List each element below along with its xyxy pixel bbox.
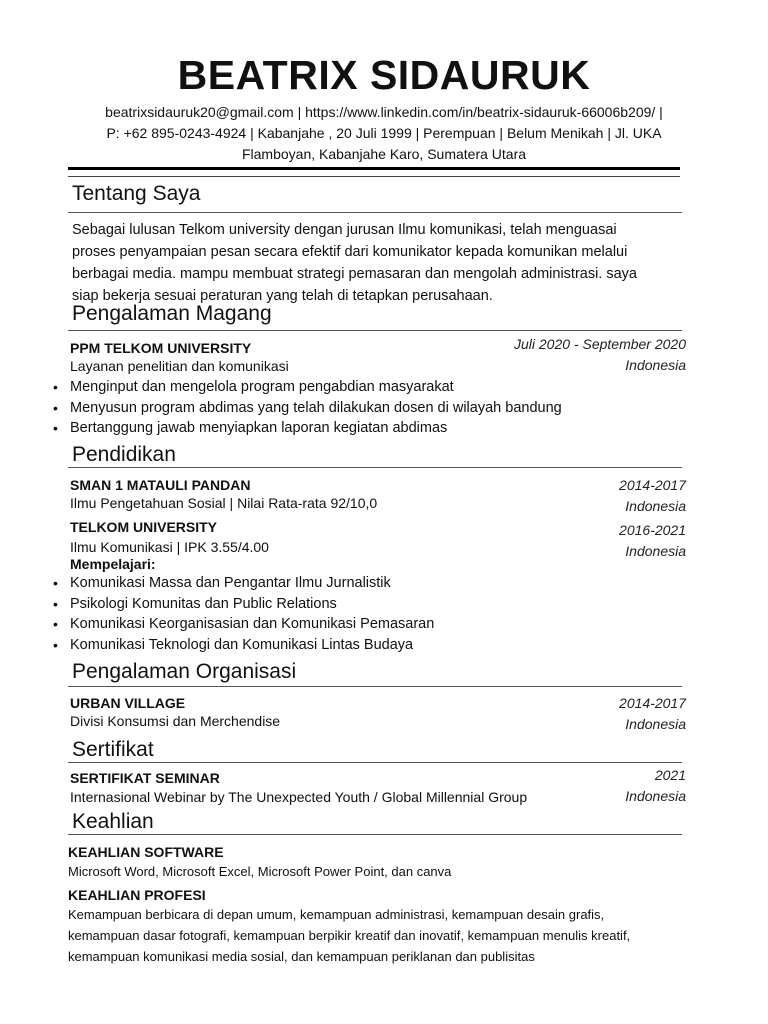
internship-location: Indonesia bbox=[625, 357, 686, 373]
section-divider bbox=[68, 762, 682, 763]
studied-bullets bbox=[50, 573, 434, 655]
software-skills-label: KEAHLIAN SOFTWARE bbox=[68, 844, 224, 860]
education-location-2: Indonesia bbox=[625, 543, 686, 559]
list-item: • Psikologi Komunitas dan Public Relations bbox=[50, 594, 434, 615]
section-title-organization: Pengalaman Organisasi bbox=[72, 660, 297, 683]
studied-label: Mempelajari: bbox=[70, 556, 156, 572]
about-line: siap bekerja sesuai peraturan yang telah di tetapkan perusahaan. bbox=[72, 288, 493, 304]
contact-info bbox=[70, 102, 698, 165]
about-paragraph bbox=[72, 219, 684, 307]
header-divider-thick bbox=[68, 167, 680, 170]
section-title-skills: Keahlian bbox=[72, 810, 154, 833]
list-item: • Menyusun program abdimas yang telah dilakukan dosen di wilayah bandung bbox=[50, 398, 562, 419]
section-title-education: Pendidikan bbox=[72, 443, 176, 466]
list-item: • Komunikasi Teknologi dan Komunikasi Lintas Budaya bbox=[50, 635, 434, 656]
section-divider bbox=[68, 212, 682, 213]
internship-role: Layanan penelitian dan komunikasi bbox=[70, 358, 289, 374]
section-divider bbox=[68, 686, 682, 687]
contact-line: P: +62 895-0243-4924 | Kabanjahe , 20 Juli 1999 | Perempuan | Belum Menikah | Jl. UKA bbox=[106, 125, 662, 141]
about-line: berbagai media. mampu membuat strategi pemasaran dan mengolah administrasi. saya bbox=[72, 266, 637, 282]
software-skills: Microsoft Word, Microsoft Excel, Microsoft Power Point, dan canva bbox=[68, 864, 452, 879]
organization-role: Divisi Konsumsi dan Merchendise bbox=[70, 713, 281, 729]
section-divider bbox=[68, 834, 682, 835]
internship-date: Juli 2020 - September 2020 bbox=[514, 336, 686, 352]
candidate-name: BEATRIX SIDAURUK bbox=[177, 52, 591, 98]
education-school-2: TELKOM UNIVERSITY bbox=[70, 519, 218, 535]
section-divider bbox=[68, 330, 682, 331]
organization-date: 2014-2017 bbox=[619, 695, 686, 711]
education-date-1: 2014-2017 bbox=[619, 477, 686, 493]
certificate-date: 2021 bbox=[654, 767, 686, 783]
internship-org: PPM TELKOM UNIVERSITY bbox=[70, 340, 252, 356]
education-detail-1: Ilmu Pengetahuan Sosial | Nilai Rata-rata 92/10,0 bbox=[70, 495, 378, 511]
list-item: • Menginput dan mengelola program pengabdian masyarakat bbox=[50, 377, 562, 398]
education-detail-2: Ilmu Komunikasi | IPK 3.55/4.00 bbox=[70, 539, 269, 555]
organization-location: Indonesia bbox=[625, 716, 686, 732]
education-date-2: 2016-2021 bbox=[619, 522, 686, 538]
profession-skills-label: KEAHLIAN PROFESI bbox=[68, 887, 206, 903]
education-location-1: Indonesia bbox=[625, 498, 686, 514]
profession-skills-line: kemampuan dasar fotografi, kemampuan berpikir kreatif dan inovatif, kemampuan menulis kreatif, bbox=[68, 928, 631, 943]
profession-skills-line: kemampuan komunikasi media sosial, dan kemampuan periklanan dan publisitas bbox=[68, 949, 535, 964]
section-title-about: Tentang Saya bbox=[72, 182, 201, 205]
contact-line: Flamboyan, Kabanjahe Karo, Sumatera Utara bbox=[241, 146, 527, 162]
certificate-location: Indonesia bbox=[625, 788, 686, 804]
profession-skills bbox=[68, 904, 688, 967]
certificate-detail: Internasional Webinar by The Unexpected Youth / Global Millennial Group bbox=[70, 789, 528, 805]
list-item: • Bertanggung jawab menyiapkan laporan kegiatan abdimas bbox=[50, 418, 562, 439]
education-school-1: SMAN 1 MATAULI PANDAN bbox=[70, 477, 251, 493]
list-item: • Komunikasi Keorganisasian dan Komunikasi Pemasaran bbox=[50, 614, 434, 635]
contact-line: beatrixsidauruk20@gmail.com | https://www.linkedin.com/in/beatrix-sidauruk-66006b209/ | bbox=[105, 104, 663, 120]
list-item: • Komunikasi Massa dan Pengantar Ilmu Jurnalistik bbox=[50, 573, 434, 594]
certificate-name: SERTIFIKAT SEMINAR bbox=[70, 770, 220, 786]
section-title-internship: Pengalaman Magang bbox=[72, 302, 272, 325]
internship-bullets bbox=[50, 377, 562, 439]
section-title-certificate: Sertifikat bbox=[72, 738, 154, 761]
profession-skills-line: Kemampuan berbicara di depan umum, kemampuan administrasi, kemampuan desain grafis, bbox=[68, 907, 605, 922]
header-divider-thin bbox=[68, 176, 680, 177]
about-line: Sebagai lulusan Telkom university dengan jurusan Ilmu komunikasi, telah menguasai bbox=[72, 222, 617, 238]
section-divider bbox=[68, 467, 682, 468]
about-line: proses penyampaian pesan secara efektif dari komunikator kepada komunikan melalui bbox=[72, 244, 628, 260]
organization-name: URBAN VILLAGE bbox=[70, 695, 186, 711]
